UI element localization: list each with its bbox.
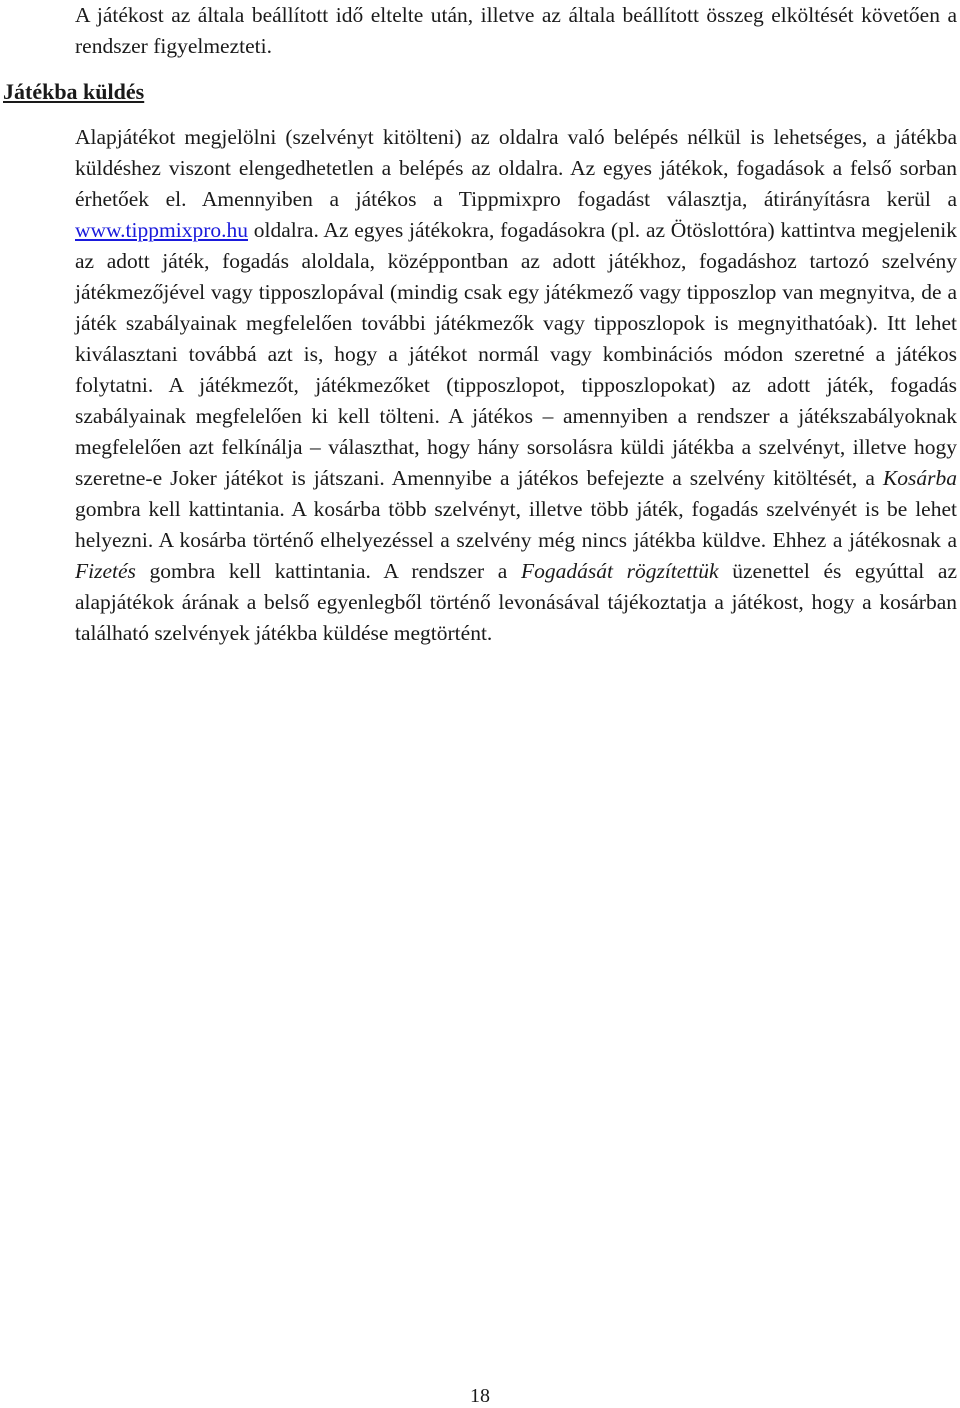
tippmixpro-link[interactable]: [75, 218, 248, 242]
paragraph-games-top-row-end: oldalra.: [248, 218, 319, 242]
paragraph-game-page: Az egyes játékokra, fogadásokra (pl. az Ötöslottóra) kattintva megjelenik az adott játék, fogadás aloldala, középpontban az adott játékhoz, fogadáshoz tartozó szelvény játékmezőjével vagy tipposzlopával (mindig csak egy játékmező vagy tipposzlop van megnyitva, de a játék szabályainak megfelelően további játékmezők vagy tipposzlopok is megnyithatóak). Itt lehet kiválasztani továbbá azt is, hogy a játékot normál vagy kombinációs módon szeretné a játékos folytatni. A játékmezőt, játékmezőket (tipposzlopot, tipposzlopokat) az adott játék, fogadás szabályainak megfelelően ki kell tölteni. A játékos – amennyiben a rendszer a játékszabályoknak megfelelően azt felkínálja – választhat, hogy hány sorsolásra küldi játékba a szelvényt, illetve hogy szeretne-e Joker játékot is játszani. Amennyibe a játékos befejezte a szelvény kitöltését, a: [75, 218, 957, 490]
intro-paragraph: [75, 0, 957, 62]
fizetes-button-reference: Fizetés: [75, 559, 136, 583]
paragraph-cart: gombra kell kattintania. A kosárba több szelvényt, illetve több játék, fogadás szelvényét is be lehet helyezni. A kosárba történő elhelyezéssel a szelvény még nincs játékba küldve. Ehhez a játékosnak a: [75, 497, 957, 552]
section-heading: Játékba küldés: [3, 79, 145, 104]
confirmation-message-reference: Fogadását rögzítettük: [520, 559, 719, 583]
paragraph-confirmation: üzenettel és egyúttal az alapjátékok árának a belső egyenlegből történő levonásával tájékoztatja a játékost, hogy a kosárban található szelvények játékba küldése megtörtént.: [75, 559, 958, 645]
intro-text: A játékost az általa beállított idő eltelte után, illetve az általa beállított összeg elköltését követően a rendszer figyelmezteti.: [75, 3, 957, 58]
kosarba-button-reference: Kosárba: [882, 466, 957, 490]
tippmixpro-link-domain: www.tippmixpro.: [75, 218, 227, 242]
tippmixpro-link-tld: hu: [226, 218, 248, 242]
paragraph-login: Alapjátékot megjelölni (szelvényt kitölteni) az oldalra való belépés nélkül is lehetséges, a játékba küldéshez viszont elengedhetetlen a belépés az oldalra.: [75, 125, 957, 180]
paragraph-games-top-row: Az egyes játékok, fogadások a felső sorban érhetőek el. Amennyiben a játékos a Tippmixpro fogadást választja, átirányításra kerül a: [75, 156, 957, 211]
section-body: [75, 122, 957, 649]
paragraph-payment: gombra kell kattintania. A rendszer a: [135, 559, 521, 583]
page-number: 18: [470, 1385, 490, 1407]
